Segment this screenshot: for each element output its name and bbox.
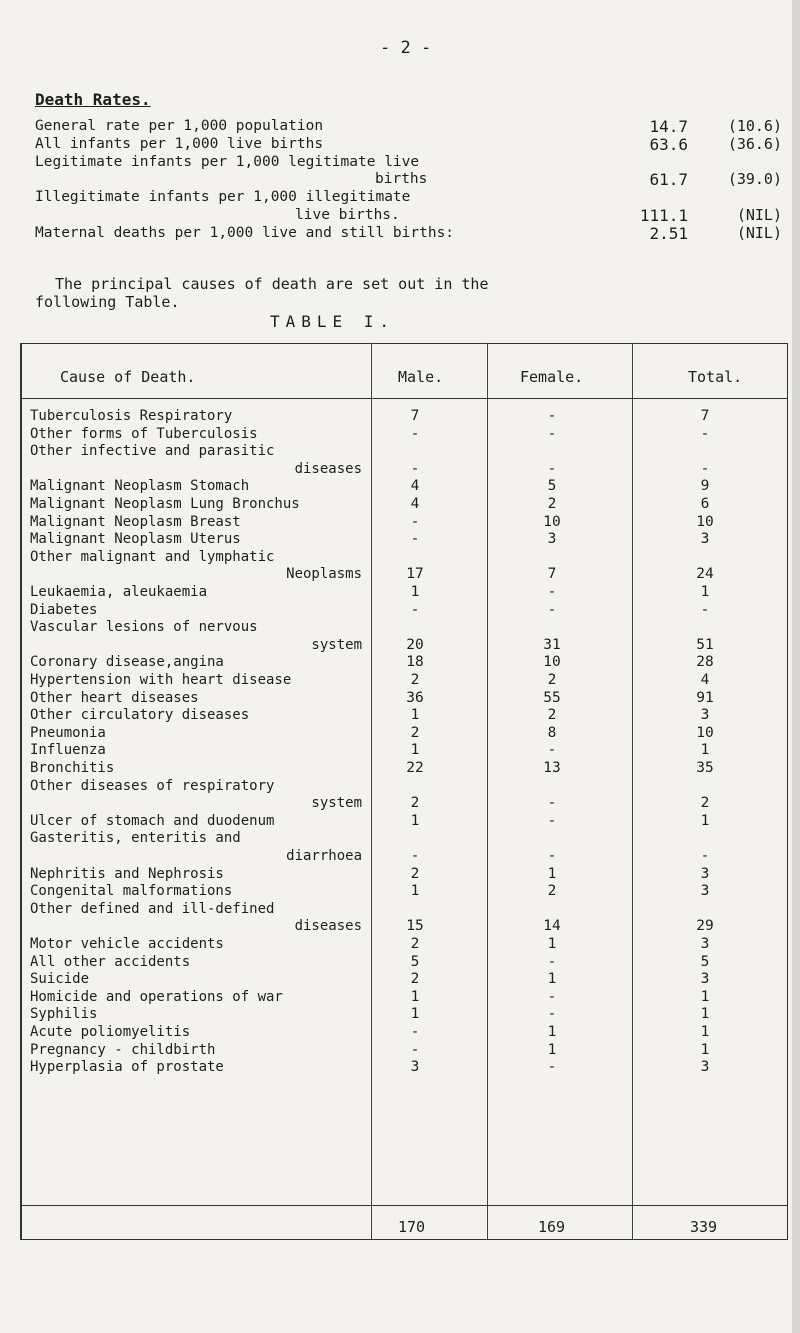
female-cell: 1: [547, 1041, 557, 1058]
cause-cell-cont: diseases: [294, 918, 362, 935]
total-cell: 1: [700, 1006, 710, 1023]
total-cell: 4: [700, 672, 710, 688]
table-row-label: [0, 549, 800, 566]
cause-cell: Influenza: [30, 742, 106, 759]
table-row-label: [0, 443, 800, 460]
table-row: [0, 866, 800, 883]
cause-cell: Other diseases of respiratory: [30, 777, 275, 794]
male-cell: 1: [410, 1006, 420, 1023]
female-cell: 10: [543, 654, 561, 671]
female-cell: -: [547, 1059, 557, 1076]
male-cell: 1: [410, 742, 420, 759]
total-male: 170: [398, 1218, 426, 1236]
table-row: [0, 918, 800, 935]
male-cell: 2: [410, 865, 420, 882]
rate-value: 61.7: [649, 170, 688, 189]
table-row: [0, 795, 800, 812]
total-cell: 28: [696, 654, 714, 671]
table-row: [0, 1059, 800, 1076]
table-row: [0, 725, 800, 742]
rate-value: 14.7: [649, 117, 688, 136]
cause-cell: Pregnancy - childbirth: [30, 1041, 216, 1058]
total-cell: 10: [696, 513, 714, 530]
female-cell: -: [547, 988, 557, 1005]
table-row: [0, 848, 800, 865]
male-cell: -: [410, 460, 420, 477]
total-all: 339: [690, 1218, 718, 1236]
male-cell: 4: [410, 496, 420, 512]
table-row: [0, 742, 800, 759]
rate-label: Legitimate infants per 1,000 legitimate live: [35, 154, 420, 170]
female-cell: -: [547, 425, 557, 442]
male-cell: 2: [410, 936, 420, 952]
female-cell: 1: [547, 865, 557, 882]
female-cell: 10: [543, 513, 561, 530]
table-row-label: [0, 778, 800, 795]
female-cell: 7: [547, 566, 557, 583]
male-cell: -: [410, 1024, 420, 1040]
female-cell: 3: [547, 531, 557, 548]
total-cell: -: [700, 848, 710, 864]
male-cell: -: [410, 513, 420, 530]
header-divider: [20, 398, 788, 399]
total-female: 169: [538, 1218, 566, 1236]
cause-cell-cont: system: [311, 636, 362, 653]
male-cell: 5: [410, 953, 420, 970]
total-cell: 1: [700, 812, 710, 829]
table-row-label: [0, 901, 800, 918]
female-cell: -: [547, 848, 557, 864]
rate-previous: (10.6): [727, 117, 782, 135]
total-cell: 3: [700, 936, 710, 952]
total-cell: 6: [700, 496, 710, 512]
cause-cell: Nephritis and Nephrosis: [30, 865, 224, 882]
cause-cell: All other accidents: [30, 953, 191, 970]
female-cell: -: [547, 953, 557, 970]
male-cell: -: [410, 531, 420, 548]
female-cell: 1: [547, 971, 557, 988]
male-cell: 1: [410, 584, 420, 600]
rate-value: 111.1: [639, 206, 688, 225]
total-cell: 91: [696, 689, 714, 706]
cause-cell: Motor vehicle accidents: [30, 936, 224, 952]
male-cell: 3: [410, 1059, 420, 1076]
cause-cell: Bronchitis: [30, 760, 115, 776]
male-cell: 36: [406, 689, 424, 706]
cause-cell: Malignant Neoplasm Breast: [30, 513, 241, 530]
total-cell: 3: [700, 531, 710, 548]
female-cell: -: [547, 812, 557, 829]
male-cell: 2: [410, 971, 420, 988]
table-row: [0, 514, 800, 531]
total-cell: 1: [700, 1024, 710, 1040]
male-cell: 18: [406, 654, 424, 671]
female-cell: 55: [543, 689, 561, 706]
intro-line-1: The principal causes of death are set out in the: [55, 275, 489, 293]
female-cell: -: [547, 795, 557, 812]
total-cell: -: [700, 601, 710, 618]
female-cell: 1: [547, 1024, 557, 1040]
rate-label-cont: births: [375, 171, 428, 187]
total-cell: 3: [700, 707, 710, 724]
total-cell: 51: [696, 636, 714, 653]
cause-cell: Tuberculosis Respiratory: [30, 408, 233, 424]
rate-previous: (39.0): [727, 170, 782, 188]
rate-label: Maternal deaths per 1,000 live and still births:: [35, 225, 455, 241]
female-cell: 14: [543, 918, 561, 935]
cause-cell: Gasteritis, enteritis and: [30, 830, 241, 847]
female-cell: -: [547, 584, 557, 600]
rate-value: 63.6: [649, 135, 688, 154]
female-cell: -: [547, 1006, 557, 1023]
total-cell: 29: [696, 918, 714, 935]
female-cell: 5: [547, 478, 557, 495]
male-cell: 4: [410, 478, 420, 495]
female-cell: 1: [547, 936, 557, 952]
table-row: [0, 566, 800, 583]
female-cell: 13: [543, 760, 561, 776]
total-cell: 3: [700, 971, 710, 988]
header-cause: Cause of Death.: [60, 368, 196, 386]
total-cell: 3: [700, 883, 710, 900]
cause-cell: Malignant Neoplasm Lung Bronchus: [30, 496, 300, 512]
table-row: [0, 584, 800, 601]
female-cell: 2: [547, 883, 557, 900]
cause-cell: Ulcer of stomach and duodenum: [30, 812, 275, 829]
rate-value: 2.51: [649, 224, 688, 243]
table-row: [0, 461, 800, 478]
cause-cell: Malignant Neoplasm Uterus: [30, 531, 241, 548]
header-female: Female.: [520, 368, 584, 386]
total-cell: -: [700, 425, 710, 442]
table-row: [0, 602, 800, 619]
male-cell: 15: [406, 918, 424, 935]
table-row: [0, 531, 800, 548]
cause-cell: Pneumonia: [30, 724, 106, 741]
female-cell: 2: [547, 496, 557, 512]
cause-cell: Syphilis: [30, 1006, 98, 1023]
section-heading: Death Rates.: [35, 90, 151, 109]
cause-cell-cont: diseases: [294, 460, 362, 477]
cause-cell: Diabetes: [30, 601, 98, 618]
cause-cell: Other malignant and lymphatic: [30, 548, 275, 565]
table-row: [0, 936, 800, 953]
total-cell: 3: [700, 1059, 710, 1076]
cause-cell: Coronary disease,angina: [30, 654, 224, 671]
male-cell: 1: [410, 707, 420, 724]
male-cell: 2: [410, 672, 420, 688]
page-number: - 2 -: [380, 38, 432, 58]
table-row: [0, 883, 800, 900]
total-cell: -: [700, 460, 710, 477]
rate-label: Illegitimate infants per 1,000 illegitimate: [35, 189, 411, 205]
table-row: [0, 707, 800, 724]
female-cell: -: [547, 408, 557, 424]
table-row: [0, 989, 800, 1006]
table-row: [0, 408, 800, 425]
cause-cell: Leukaemia, aleukaemia: [30, 584, 208, 600]
total-cell: 5: [700, 953, 710, 970]
cause-cell: Homicide and operations of war: [30, 988, 283, 1005]
table-row: [0, 426, 800, 443]
female-cell: -: [547, 460, 557, 477]
cause-cell-cont: Neoplasms: [286, 566, 362, 583]
cause-cell: Other circulatory diseases: [30, 707, 250, 724]
rate-previous: (36.6): [727, 135, 782, 153]
rate-label: General rate per 1,000 population: [35, 118, 324, 134]
male-cell: -: [410, 848, 420, 864]
cause-cell: Malignant Neoplasm Stomach: [30, 478, 250, 495]
total-cell: 7: [700, 408, 710, 424]
total-cell: 2: [700, 795, 710, 812]
male-cell: -: [410, 1041, 420, 1058]
table-row: [0, 496, 800, 513]
intro-line-2: following Table.: [35, 293, 180, 311]
table-row: [0, 1006, 800, 1023]
female-cell: -: [547, 742, 557, 759]
female-cell: 2: [547, 672, 557, 688]
male-cell: 22: [406, 760, 424, 776]
cause-cell: Other infective and parasitic: [30, 443, 275, 460]
cause-cell: Hyperplasia of prostate: [30, 1059, 224, 1076]
total-cell: 24: [696, 566, 714, 583]
table-row-label: [0, 830, 800, 847]
male-cell: -: [410, 425, 420, 442]
male-cell: 7: [410, 408, 420, 424]
male-cell: 1: [410, 883, 420, 900]
male-cell: 1: [410, 812, 420, 829]
total-cell: 1: [700, 988, 710, 1005]
cause-cell: Other defined and ill-defined: [30, 900, 275, 917]
table-row: [0, 954, 800, 971]
total-divider: [20, 1205, 788, 1206]
cause-cell: Other forms of Tuberculosis: [30, 425, 258, 442]
female-cell: 8: [547, 724, 557, 741]
cause-cell: Suicide: [30, 971, 90, 988]
female-cell: 2: [547, 707, 557, 724]
rate-previous: (NIL): [736, 224, 782, 242]
table-row: [0, 654, 800, 671]
male-cell: 17: [406, 566, 424, 583]
male-cell: 2: [410, 795, 420, 812]
table-row: [0, 1042, 800, 1059]
cause-cell-cont: system: [311, 795, 362, 812]
cause-cell: Vascular lesions of nervous: [30, 619, 258, 636]
total-cell: 1: [700, 1041, 710, 1058]
header-male: Male.: [398, 368, 444, 386]
table-row: [0, 1024, 800, 1041]
total-cell: 9: [700, 478, 710, 495]
table-row: [0, 813, 800, 830]
female-cell: 31: [543, 636, 561, 653]
table-row: [0, 637, 800, 654]
male-cell: 20: [406, 636, 424, 653]
cause-cell: Congenital malformations: [30, 883, 233, 900]
table-row-label: [0, 619, 800, 636]
cause-cell-cont: diarrhoea: [286, 848, 362, 864]
rate-previous: (NIL): [736, 206, 782, 224]
table-row: [0, 478, 800, 495]
total-cell: 1: [700, 584, 710, 600]
rate-label-cont: live births.: [295, 207, 400, 223]
total-cell: 10: [696, 724, 714, 741]
male-cell: 1: [410, 988, 420, 1005]
male-cell: -: [410, 601, 420, 618]
total-cell: 35: [696, 760, 714, 776]
header-total: Total.: [688, 368, 743, 386]
cause-cell: Hypertension with heart disease: [30, 672, 292, 688]
cause-cell: Other heart diseases: [30, 689, 199, 706]
rate-label: All infants per 1,000 live births: [35, 136, 324, 152]
cause-cell: Acute poliomyelitis: [30, 1024, 191, 1040]
table-row: [0, 672, 800, 689]
table-title: TABLE I.: [270, 312, 396, 331]
total-cell: 3: [700, 865, 710, 882]
male-cell: 2: [410, 724, 420, 741]
total-cell: 1: [700, 742, 710, 759]
table-row: [0, 690, 800, 707]
table-row: [0, 760, 800, 777]
female-cell: -: [547, 601, 557, 618]
table-row: [0, 971, 800, 988]
